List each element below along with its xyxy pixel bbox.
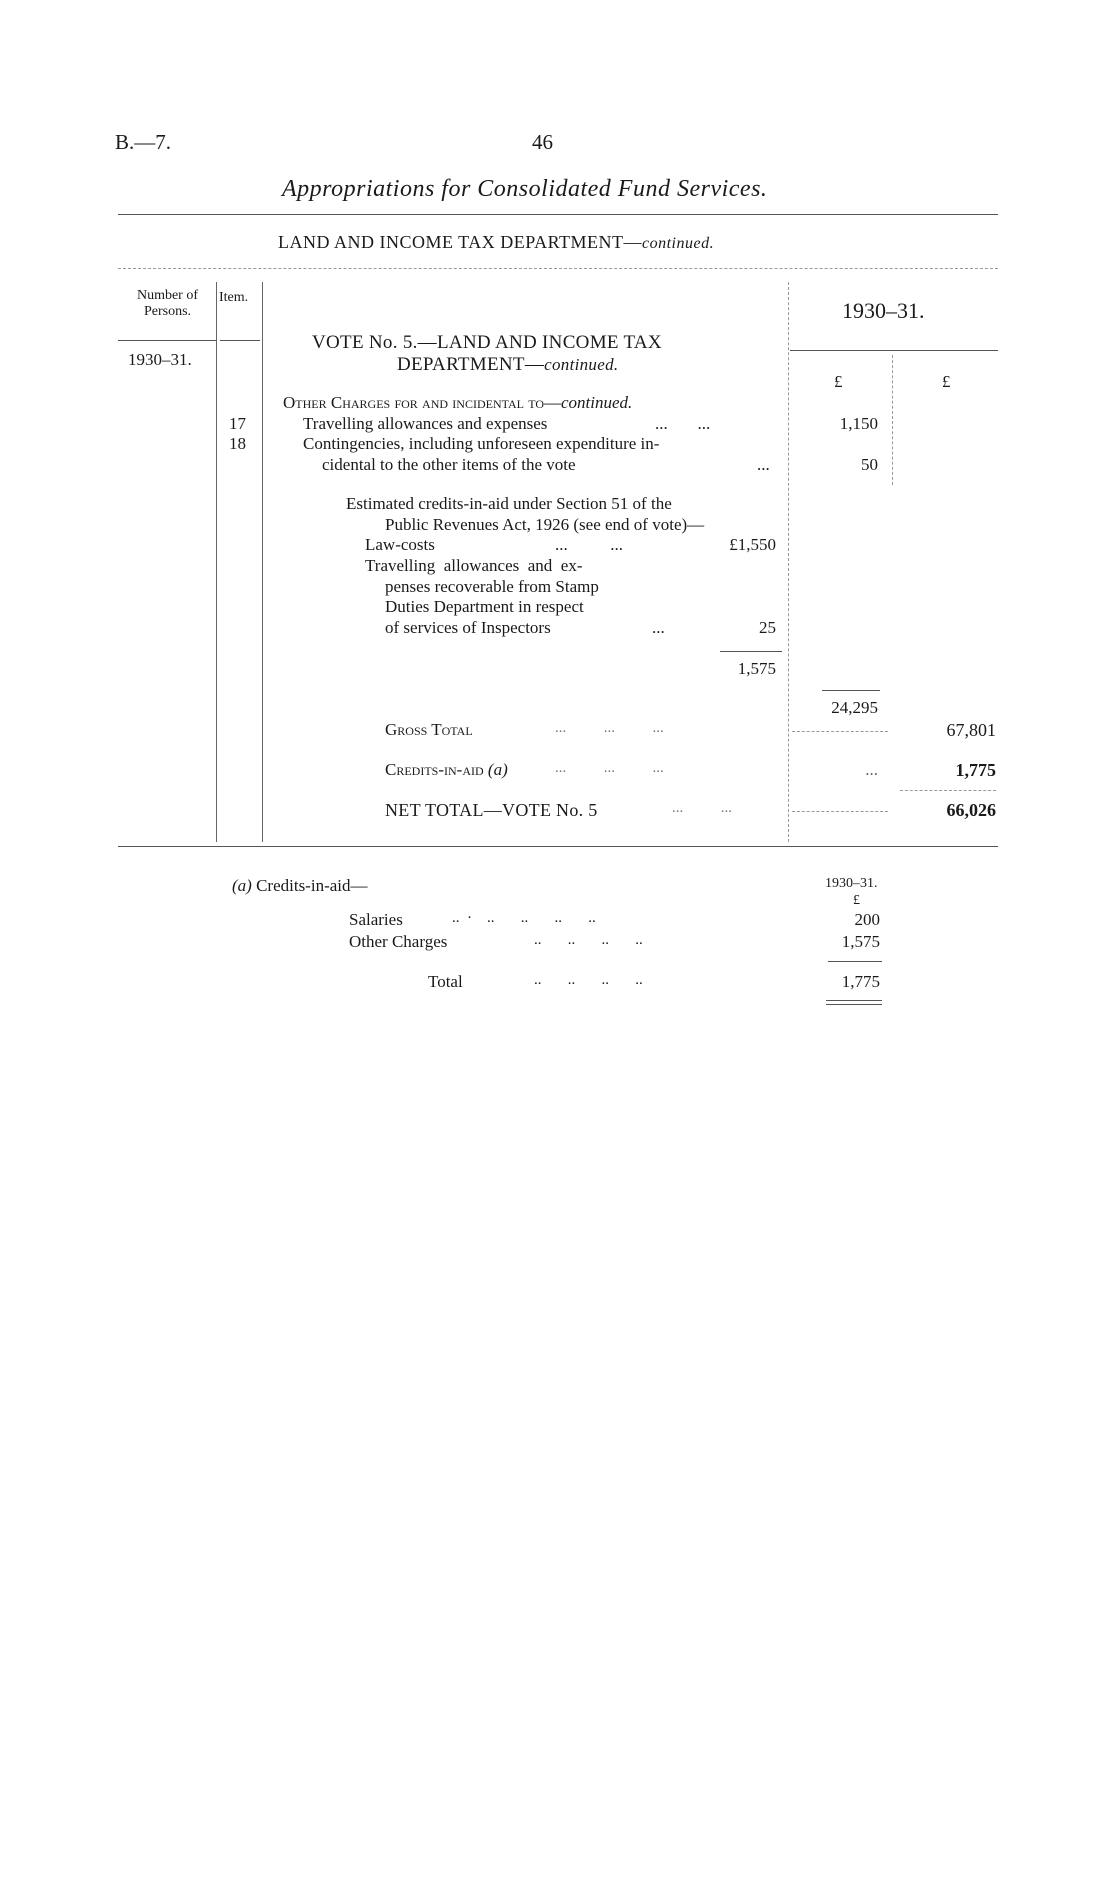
vote-title-cont: continued.: [544, 355, 619, 374]
item-desc-divider: [262, 282, 263, 842]
department-heading: [278, 232, 714, 253]
travel-recoverable-line2: penses recoverable from Stamp: [385, 577, 599, 596]
vote-title-line2: [397, 354, 618, 376]
table-bottom-rule: [118, 846, 998, 847]
item-description: Travelling allowances and expenses: [303, 414, 548, 433]
travel-recoverable-amount: 25: [759, 618, 776, 637]
footnote-row-label: Other Charges: [349, 932, 448, 951]
other-charges-label: Other Charges for and incidental to—: [283, 393, 562, 412]
footnote-year: 1930–31.: [825, 876, 878, 891]
persons-header: Number of Persons.: [136, 288, 199, 319]
item-leader: ... ...: [655, 414, 711, 433]
net-total-amount: 66,026: [946, 800, 996, 820]
year-header-rule: [790, 350, 998, 351]
desc-col1-divider: [788, 282, 789, 842]
col1-gross-rule: [792, 731, 888, 732]
col1-net-rule: [792, 811, 888, 812]
page-ref: B.—7.: [115, 130, 172, 154]
credits-note-line2: Public Revenues Act, 1926 (see end of vote)—: [385, 515, 705, 534]
footnote-heading: [232, 876, 368, 896]
travel-recoverable-line3: Duties Department in respect: [385, 597, 584, 616]
credits-subtotal-rule: [720, 651, 782, 652]
item-header-rule: [220, 340, 260, 341]
persons-item-divider: [216, 282, 217, 842]
law-costs-label: Law-costs: [365, 535, 435, 554]
department-name: LAND AND INCOME TAX DEPARTMENT—: [278, 232, 642, 252]
gross-total-label: Gross Total: [385, 720, 473, 739]
net-total-rule: [900, 790, 996, 791]
footnote-row-amount: 1,575: [841, 932, 880, 951]
currency-col2: £: [942, 372, 951, 391]
item-amount: 50: [861, 455, 878, 474]
travel-recoverable-line1: Travelling allowances and ex-: [365, 556, 583, 575]
persons-year: 1930–31.: [128, 350, 192, 369]
credits-in-aid-ref: (a): [487, 760, 508, 779]
travel-recoverable-line4: of services of Inspectors: [385, 618, 551, 637]
other-charges-cont: continued.: [561, 393, 633, 412]
gross-total-amount: 67,801: [946, 720, 996, 740]
footnote-row-dots: .. · .. .. .. ..: [452, 910, 596, 926]
net-total-label: NET TOTAL—VOTE No. 5: [385, 800, 598, 820]
department-cont: continued.: [642, 235, 715, 252]
footnote-total-amount: 1,775: [841, 972, 880, 991]
item-header: Item.: [219, 290, 249, 305]
page-number: 46: [532, 130, 553, 154]
vote-title-line1: VOTE No. 5.—LAND AND INCOME TAX: [312, 332, 662, 353]
vote-title-dept: DEPARTMENT—: [397, 354, 545, 375]
item-number: 18: [229, 434, 246, 453]
credits-subtotal: 1,575: [737, 659, 776, 678]
col1-sum-rule: [822, 690, 880, 691]
footnote-double-rule-1: [826, 1000, 882, 1001]
other-charges-heading: [283, 393, 632, 413]
title-rule: [118, 214, 998, 215]
credits-in-aid-amount: 1,775: [955, 760, 996, 780]
item-description-line1: Contingencies, including unforeseen expenditure in-: [303, 434, 660, 453]
footnote-total-rule: [828, 961, 882, 962]
credits-in-aid-leader: ... ... ...: [555, 760, 664, 776]
item-number: 17: [229, 414, 246, 433]
law-costs-leader: ... ...: [555, 535, 623, 554]
persons-header-rule: [118, 340, 216, 341]
currency-col1: £: [834, 372, 843, 391]
footnote-total-label: Total: [428, 972, 463, 991]
page-title: Appropriations for Consolidated Fund Services.: [282, 176, 768, 202]
item-amount: 1,150: [839, 414, 878, 433]
footnote-total-dots: .. .. .. ..: [534, 972, 643, 988]
footnote-label: Credits-in-aid—: [256, 876, 368, 895]
credits-note-line1: Estimated credits-in-aid under Section 51 of the: [346, 494, 672, 513]
gross-total-leader: ... ... ...: [555, 720, 664, 736]
year-header: 1930–31.: [842, 298, 925, 323]
item-description-line2: cidental to the other items of the vote: [322, 455, 576, 474]
credits-in-aid-label: Credits-in-aid: [385, 760, 484, 779]
credits-in-aid-row: [385, 760, 508, 780]
law-costs-amount: £1,550: [729, 535, 776, 554]
col1-col2-divider: [892, 355, 893, 485]
footnote-currency: £: [853, 893, 860, 908]
footnote-ref: (a): [232, 876, 252, 895]
footnote-double-rule-2: [826, 1004, 882, 1005]
credits-in-aid-col1: ...: [865, 760, 878, 779]
item-leader: ...: [757, 455, 770, 474]
footnote-row-dots: .. .. .. ..: [534, 932, 643, 948]
footnote-row-label: Salaries: [349, 910, 403, 929]
col1-sum: 24,295: [831, 698, 878, 717]
footnote-row-amount: 200: [854, 910, 880, 929]
department-rule: [118, 268, 998, 269]
net-total-leader: ... ...: [672, 800, 732, 816]
travel-recoverable-leader: ...: [652, 618, 665, 637]
